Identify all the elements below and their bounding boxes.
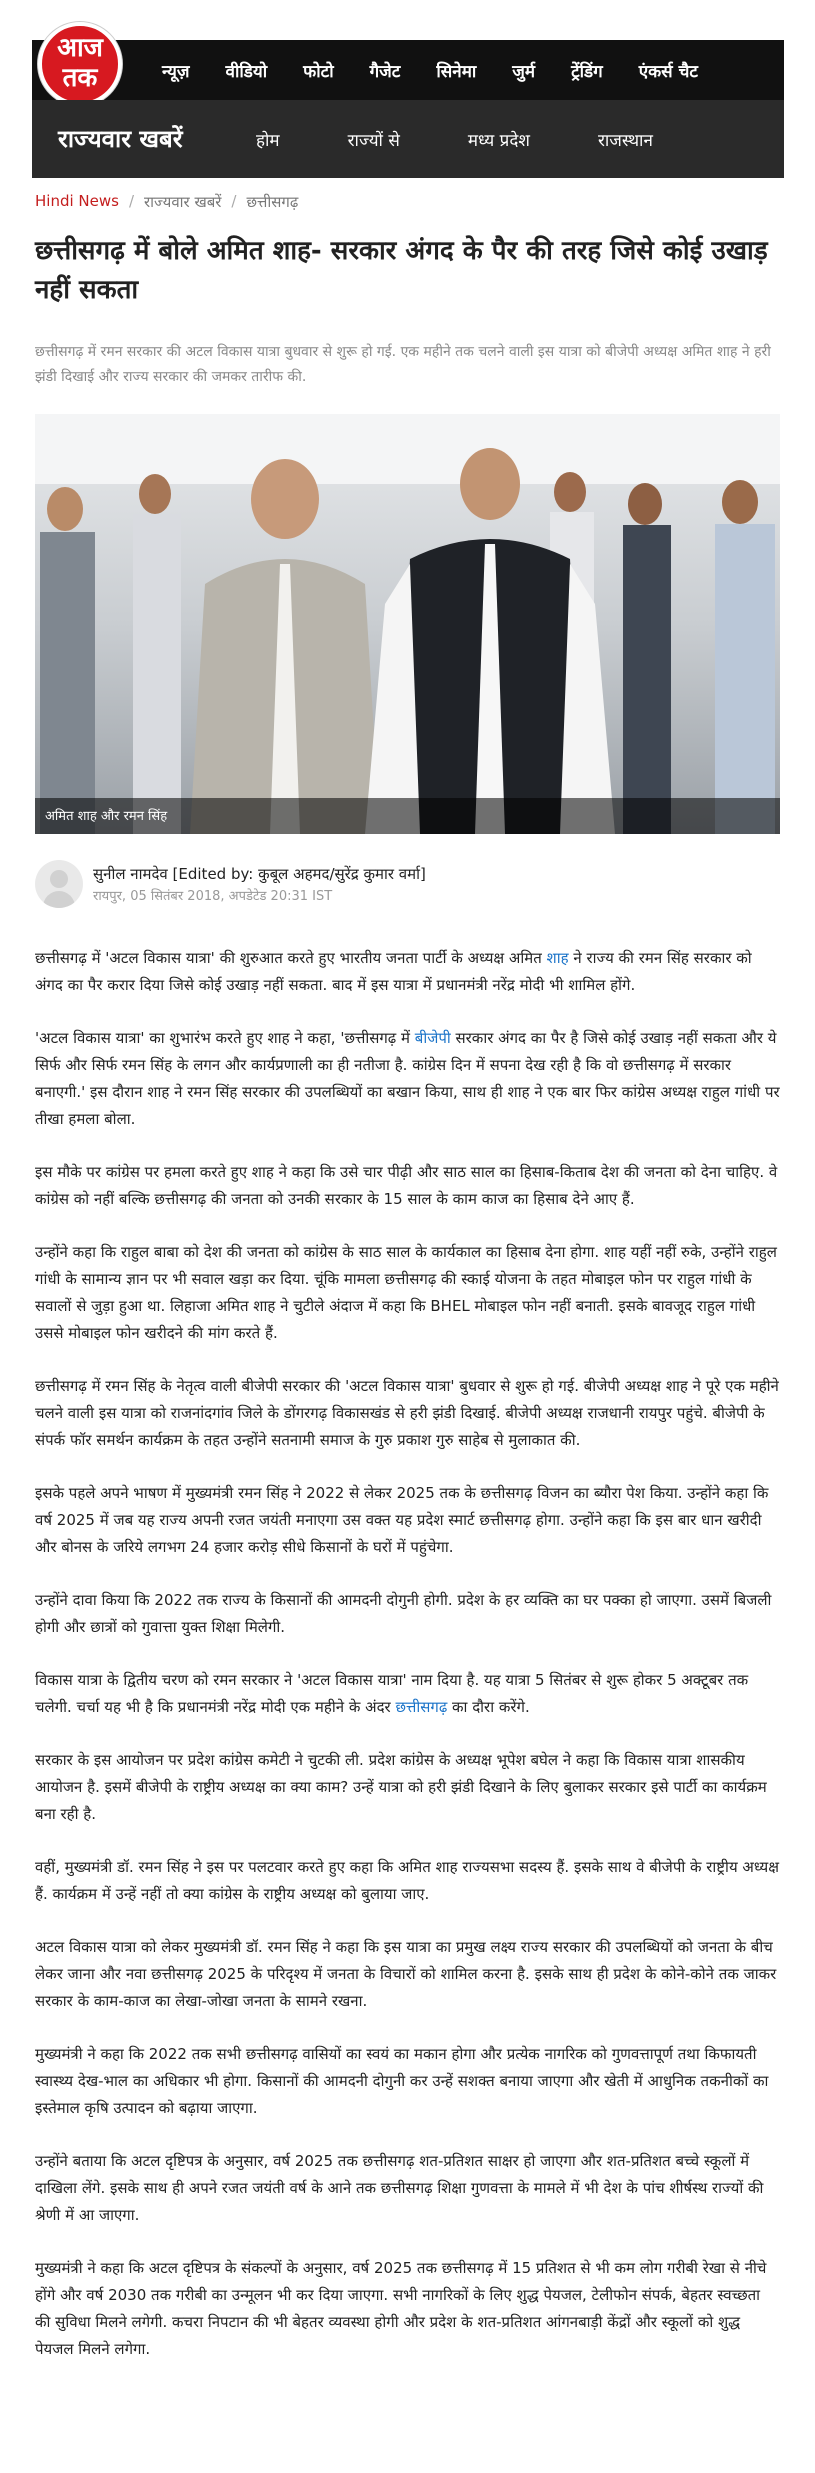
nav-video[interactable]: वीडियो bbox=[225, 61, 268, 82]
hero-image[interactable] bbox=[35, 414, 780, 834]
article-headline: छत्तीसगढ़ में बोले अमित शाह- सरकार अंगद के पैर की तरह जिसे कोई उखाड़ नहीं सकता bbox=[35, 236, 768, 305]
section-nav-home[interactable]: होम bbox=[256, 130, 280, 151]
nav-gadget[interactable]: गैजेट bbox=[369, 61, 401, 82]
tag-link-chhattisgarh[interactable]: छत्तीसगढ़ bbox=[395, 1698, 448, 1716]
section-nav-bar bbox=[32, 100, 784, 178]
tag-link-bjp[interactable]: बीजेपी bbox=[414, 1029, 451, 1047]
paragraph-text: का दौरा करेंगे. bbox=[447, 1698, 530, 1716]
article-paragraph: उन्होंने बताया कि अटल दृष्टिपत्र के अनुसार, वर्ष 2025 तक छत्तीसगढ़ शत-प्रतिशत साक्षर हो जाएगा और शत-प्रतिशत बच्चे स्कूलों में दाखिला लेंगे. इसके साथ ही अपने रजत जयंती वर्ष के आने तक छत्तीसगढ़ शिक्षा गुणवत्ता के मामले में भी देश के पांच शीर्षस्थ राज्यों की श्रेणी में आ जाएगा. bbox=[35, 2152, 764, 2224]
article-paragraph: उन्होंने दावा किया कि 2022 तक राज्य के किसानों की आमदनी दोगुनी होगी. प्रदेश के हर व्यक्ति का घर पक्का हो जाएगा. उसमें बिजली होगी और छात्रों को गुवात्ता युक्त शिक्षा मिलेगी. bbox=[35, 1591, 772, 1636]
article-paragraph: वहीं, मुख्यमंत्री डॉ. रमन सिंह ने इस पर पलटवार करते हुए कहा कि अमित शाह राज्यसभा सदस्य हैं. इसके साथ वे बीजेपी के राष्ट्रीय अध्यक्ष हैं. कार्यक्रम में उन्हें नहीं तो क्या कांग्रेस के राष्ट्रीय अध्यक्ष को बुलाया जाए. bbox=[35, 1858, 779, 1903]
image-caption: अमित शाह और रमन सिंह bbox=[45, 809, 168, 824]
nav-crime[interactable]: जुर्म bbox=[512, 61, 536, 82]
article-paragraph bbox=[35, 1025, 780, 1133]
article-paragraph: अटल विकास यात्रा को लेकर मुख्यमंत्री डॉ. रमन सिंह ने कहा कि इस यात्रा का प्रमुख लक्ष्य राज्य सरकार की उपलब्धियों को जनता के बीच लेकर जाना और नवा छत्तीसगढ़ 2025 के परिदृश्य में जनता के विचारों को शामिल करना है. इसके साथ ही प्रदेश के कोने-कोने तक जाकर सरकार के काम-काज का लेखा-जोखा जनता के सामने रखना. bbox=[35, 1938, 777, 2010]
article-paragraph bbox=[35, 945, 780, 999]
article-paragraph: सरकार के इस आयोजन पर प्रदेश कांग्रेस कमेटी ने चुटकी ली. प्रदेश कांग्रेस के अध्यक्ष भूपेश बघेल ने कहा कि विकास यात्रा शासकीय आयोजन है. इसमें बीजेपी के राष्ट्रीय अध्यक्ष का क्या काम? उन्हें यात्रा को हरी झंडी दिखाने के लिए बुलाकर सरकार इसे पार्टी का कार्यक्रम बना रही है. bbox=[35, 1751, 767, 1823]
section-nav-madhya-pradesh[interactable]: मध्य प्रदेश bbox=[467, 130, 530, 151]
article-dateline: रायपुर, 05 सितंबर 2018, अपडेटेड 20:31 IST bbox=[93, 889, 333, 904]
paragraph-text: विकास यात्रा के द्वितीय चरण को रमन सरकार ने 'अटल विकास यात्रा' नाम दिया है. यह यात्रा 5 सितंबर से शुरू होकर 5 अक्टूबर तक चलेगी. चर्चा यह भी है कि प्रधानमंत्री नरेंद्र मोदी एक महीने के अंदर bbox=[35, 1671, 749, 1716]
breadcrumb-hindi-news[interactable]: Hindi News bbox=[35, 192, 119, 210]
article-paragraph: इस मौके पर कांग्रेस पर हमला करते हुए शाह ने कहा कि उसे चार पीढ़ी और साठ साल का हिसाब-किताब देश की जनता को देना चाहिए. वे कांग्रेस को नहीं बल्कि छत्तीसगढ़ की जनता को उनकी सरकार के 15 साल के काम काज का हिसाब देने आए हैं. bbox=[35, 1163, 778, 1208]
nav-cinema[interactable]: सिनेमा bbox=[436, 61, 477, 82]
breadcrumb-separator: / bbox=[231, 192, 237, 210]
hero-photo-illustration bbox=[35, 414, 780, 834]
tag-link-shah[interactable]: शाह bbox=[546, 949, 569, 967]
logo-text-line1: आज bbox=[57, 33, 103, 63]
nav-news[interactable]: न्यूज़ bbox=[162, 61, 190, 82]
paragraph-text: ने राज्य की रमन सिंह सरकार को अंगद का पैर करार दिया जिसे कोई उखाड़ नहीं सकता. बाद में इस यात्रा में प्रधानमंत्री नरेंद्र मोदी भी शामिल होंगे. bbox=[35, 949, 752, 994]
paragraph-text: सरकार अंगद का पैर है जिसे कोई उखाड़ नहीं सकता और ये सिर्फ और सिर्फ रमन सिंह के लगन और कार्यप्रणाली का ही नतीजा है. कांग्रेस दिन में सपना देख रही है कि वो छत्तीसगढ़ में सरकार बनाएगी.' इस दौरान शाह ने रमन सिंह सरकार की उपलब्धियों का बखान किया, साथ ही शाह ने एक बार फिर कांग्रेस अध्यक्ष राहुल गांधी पर तीखा हमला बोला. bbox=[35, 1029, 780, 1128]
section-nav-states[interactable]: राज्यों से bbox=[347, 130, 400, 151]
section-title[interactable]: राज्यवार खबरें bbox=[58, 125, 183, 153]
author-avatar bbox=[35, 860, 83, 908]
section-nav-rajasthan[interactable]: राजस्थान bbox=[597, 130, 653, 151]
breadcrumb-statewise[interactable]: राज्यवार खबरें bbox=[144, 193, 222, 211]
paragraph-text: 'अटल विकास यात्रा' का शुभारंभ करते हुए शाह ने कहा, 'छत्तीसगढ़ में bbox=[35, 1029, 415, 1047]
article-paragraph: मुख्यमंत्री ने कहा कि अटल दृष्टिपत्र के संकल्पों के अनुसार, वर्ष 2025 तक छत्तीसगढ़ में 15 प्रतिशत से भी कम लोग गरीबी रेखा से नीचे होंगे और वर्ष 2030 तक गरीबी का उन्मूलन भी कर दिया जाएगा. सभी नागरिकों के लिए शुद्ध पेयजल, टेलीफोन संपर्क, बेहतर स्वच्छता की सुविधा मिलने लगेगी. कचरा निपटान की भी बेहतर व्यवस्था होगी और प्रदेश के शत-प्रतिशत आंगनबाड़ी केंद्रों और स्कूलों को शुद्ध पेयजल मिलने लगेगा. bbox=[35, 2259, 767, 2358]
article-summary: छत्तीसगढ़ में रमन सरकार की अटल विकास यात्रा बुधवार से शुरू हो गई. एक महीने तक चलने वाली इस यात्रा को बीजेपी अध्यक्ष अमित शाह ने हरी झंडी दिखाई और राज्य सरकार की जमकर तारीफ की. bbox=[35, 344, 771, 385]
avatar-body-shape bbox=[43, 891, 75, 908]
main-nav bbox=[162, 40, 734, 100]
article-paragraph: इसके पहले अपने भाषण में मुख्यमंत्री रमन सिंह ने 2022 से लेकर 2025 तक के छत्तीसगढ़ विजन का ब्यौरा पेश किया. उन्होंने कहा कि वर्ष 2025 में जब यह राज्य अपनी रजत जयंती मनाएगा उस वक्त यह प्रदेश स्मार्ट छत्तीसगढ़ होगा. उन्होंने कहा कि इस बार धान खरीदी और बोनस के जरिये लगभग 24 हजार करोड़ सीधे किसानों के घरों में पहुंचेगा. bbox=[35, 1484, 769, 1556]
article-paragraph bbox=[35, 1667, 780, 1721]
breadcrumb-separator: / bbox=[128, 192, 135, 210]
nav-anchors-chat[interactable]: एंकर्स चैट bbox=[638, 61, 698, 82]
logo-text-line2: तक bbox=[62, 63, 98, 93]
article-paragraph: मुख्यमंत्री ने कहा कि 2022 तक सभी छत्तीसगढ़ वासियों का स्वयं का मकान होगा और प्रत्येक नागरिक को गुणवत्तापूर्ण तथा किफायती स्वास्थ्य देख-भाल का अधिकार भी होगा. किसानों की आमदनी दोगुनी कर उन्हें सशक्त बनाया जाएगा और खेती में आधुनिक तकनीकों का इस्तेमाल कृषि उत्पादन को बढ़ाया जाएगा. bbox=[35, 2045, 769, 2117]
author-name[interactable]: सुनील नामदेव [Edited by: कुबूल अहमद/सुरेंद्र कुमार वर्मा] bbox=[93, 865, 426, 883]
article-paragraph: उन्होंने कहा कि राहुल बाबा को देश की जनता को कांग्रेस के साठ साल के कार्यकाल का हिसाब देना होगा. शाह यहीं नहीं रुके, उन्होंने राहुल गांधी के सामान्य ज्ञान पर भी सवाल खड़ा कर दिया. चूंकि मामला छत्तीसगढ़ की स्काई योजना के तहत मोबाइल फोन पर राहुल गांधी के सवालों से जुड़ा हुआ था. लिहाजा अमित शाह ने चुटीले अंदाज में कहा कि BHEL मोबाइल फोन नहीं बनाती. इसके बावजूद राहुल गांधी उससे मोबाइल फोन खरीदने की मांग करते हैं. bbox=[35, 1243, 777, 1342]
breadcrumb-chhattisgarh[interactable]: छत्तीसगढ़ bbox=[246, 193, 299, 211]
section-nav bbox=[256, 100, 721, 178]
nav-photo[interactable]: फोटो bbox=[303, 61, 334, 82]
article-body bbox=[35, 945, 780, 2389]
article-paragraph: छत्तीसगढ़ में रमन सिंह के नेतृत्व वाली बीजेपी सरकार की 'अटल विकास यात्रा' बुधवार से शुरू हो गई. बीजेपी अध्यक्ष शाह ने पूरे एक महीने चलने वाली इस यात्रा को राजनांदगांव जिले के डोंगरगढ़ विकासखंड से हरी झंडी दिखाई. बीजेपी अध्यक्ष राजधानी रायपुर पहुंचे. बीजेपी के संपर्क फॉर समर्थन कार्यक्रम के तहत उन्होंने सतनामी समाज के गुरु प्रकाश गुरु साहेब से मुलाकात की. bbox=[35, 1377, 779, 1449]
nav-trending[interactable]: ट्रेंडिंग bbox=[571, 61, 603, 82]
aajtak-logo[interactable] bbox=[38, 22, 122, 106]
avatar-head-shape bbox=[50, 870, 68, 888]
author-block bbox=[35, 860, 780, 910]
paragraph-text: छत्तीसगढ़ में 'अटल विकास यात्रा' की शुरुआत करते हुए भारतीय जनता पार्टी के अध्यक्ष अमित bbox=[35, 949, 547, 967]
breadcrumb bbox=[35, 192, 298, 212]
